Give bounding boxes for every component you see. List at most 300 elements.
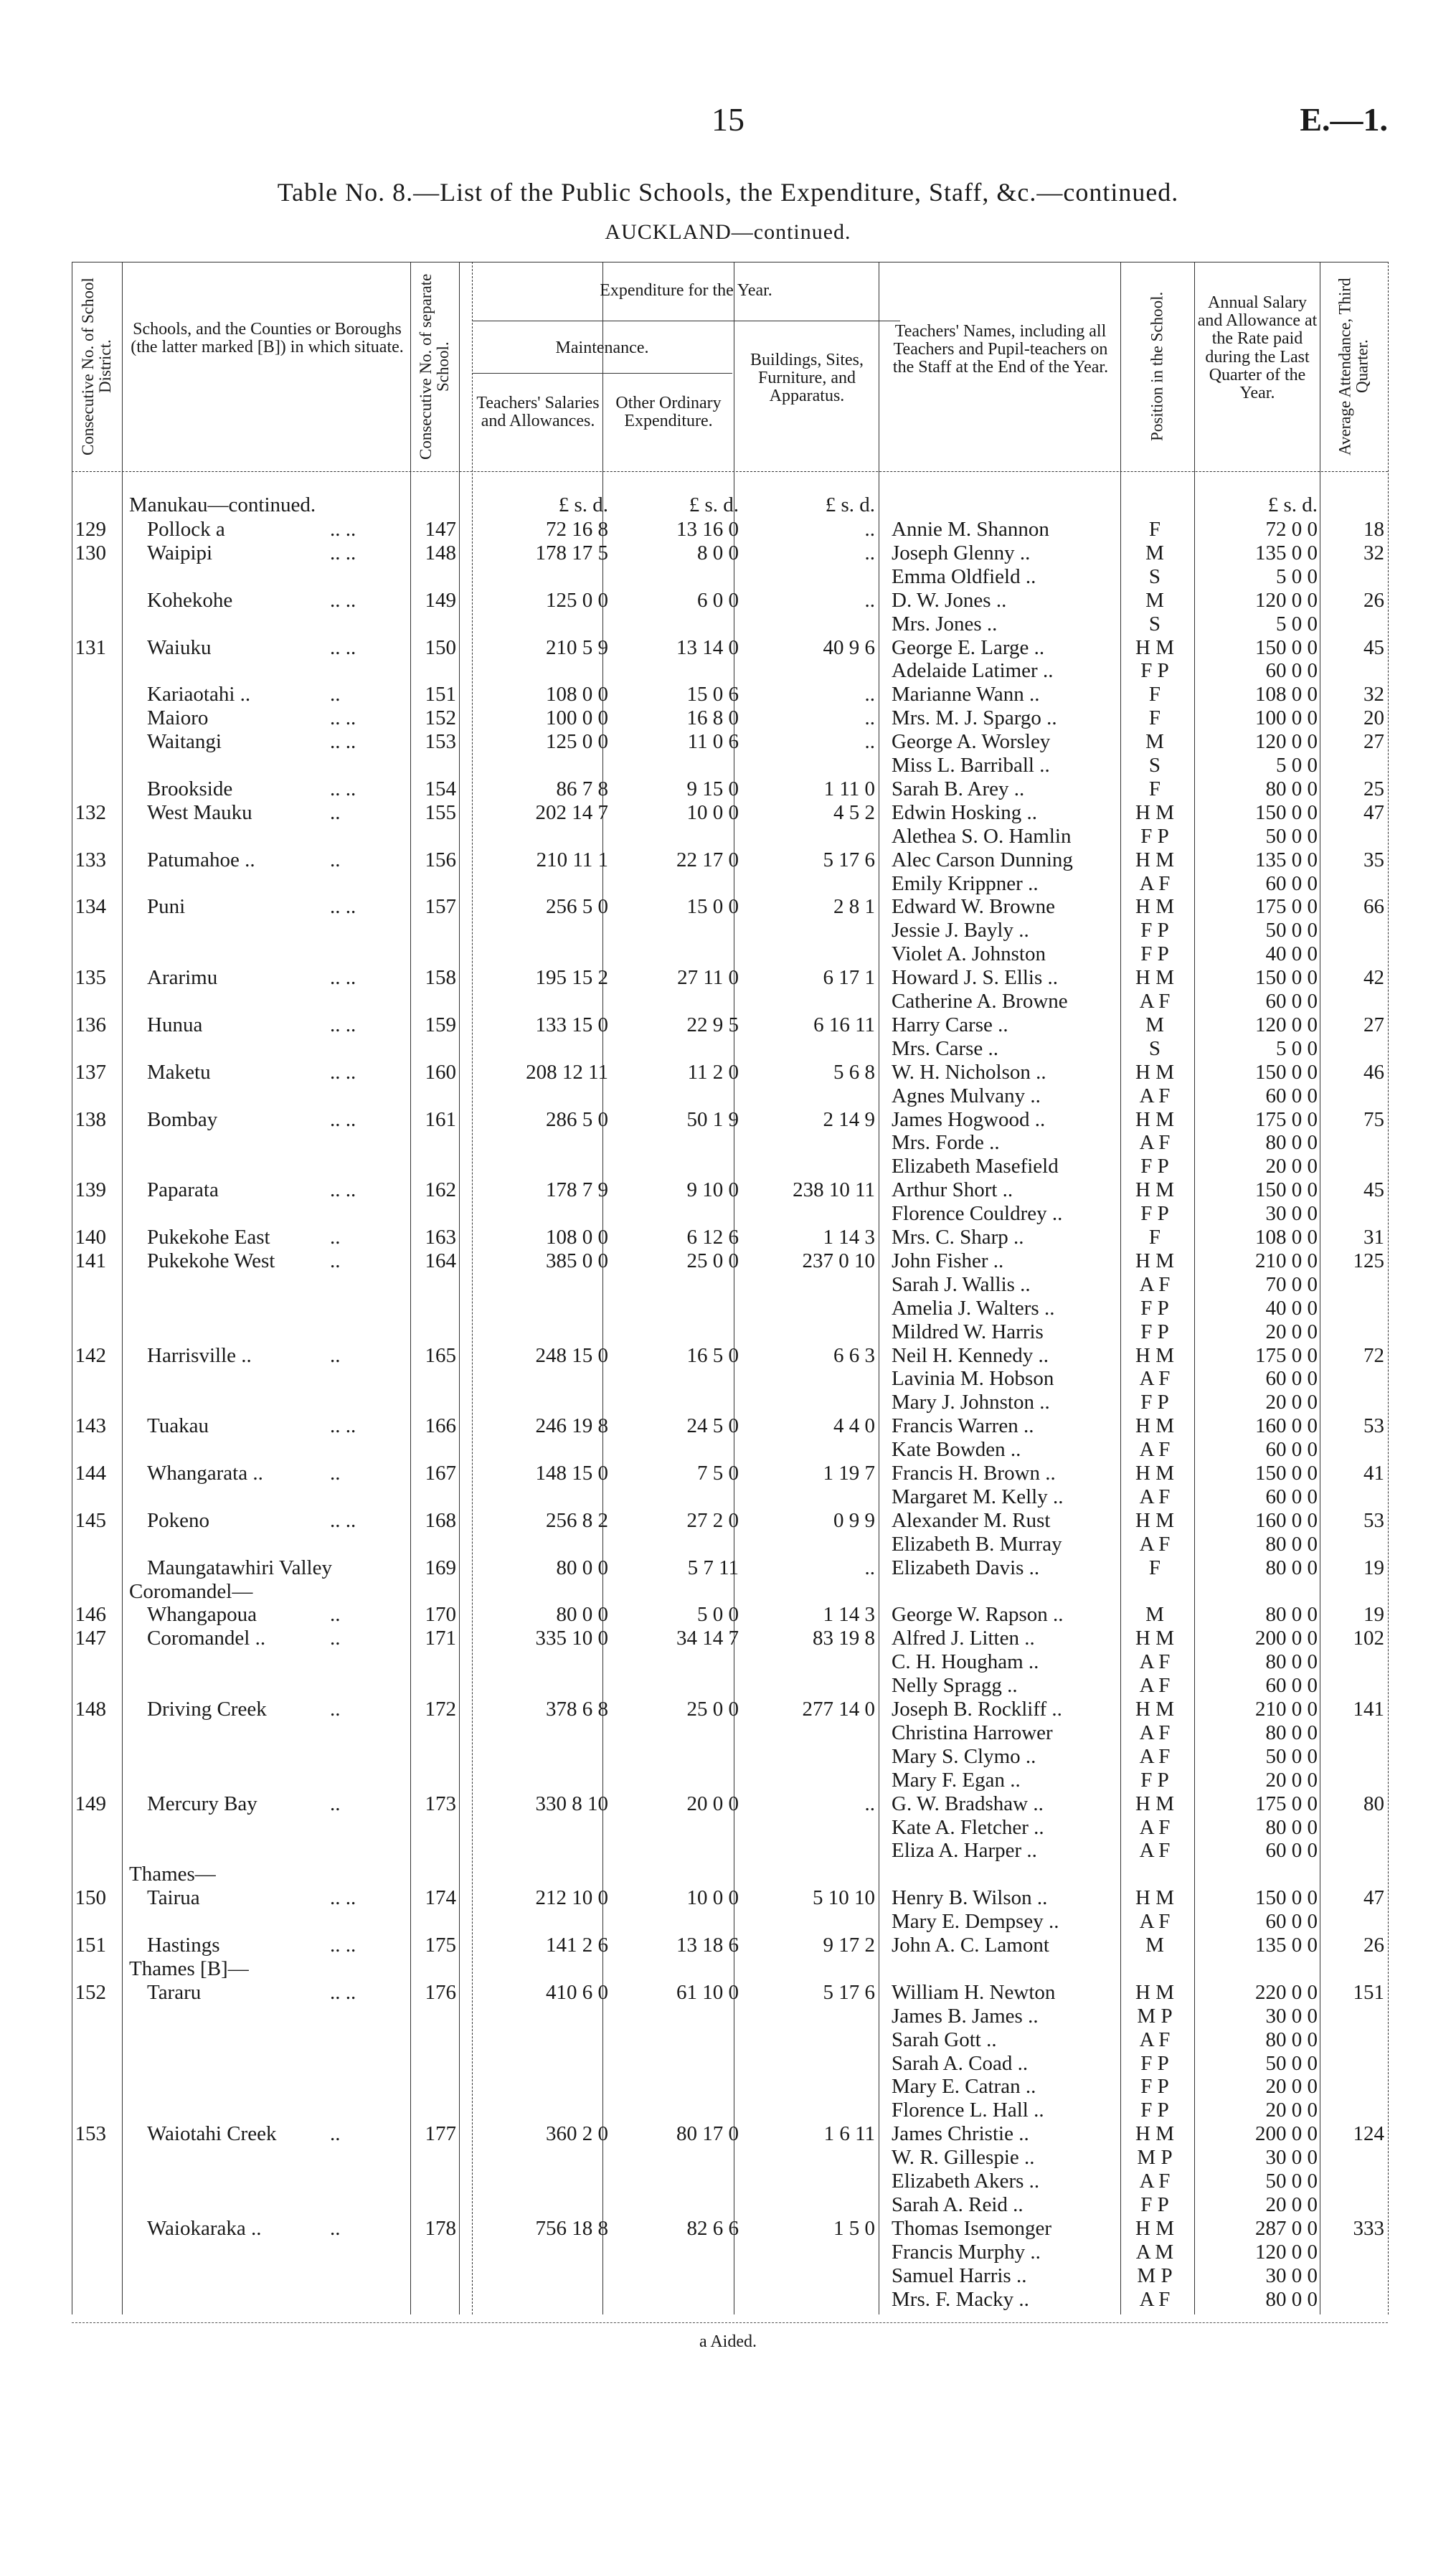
school-name: Paparata <box>147 1178 219 1202</box>
school-name: Waiokaraka .. <box>147 2216 262 2240</box>
position-code: H M <box>1135 635 1174 659</box>
salaries-value: 248 15 0 <box>535 1343 608 1367</box>
leader-dots: .. .. <box>330 706 356 730</box>
other-expenditure-value: 13 14 0 <box>676 635 739 659</box>
attendance-value: 53 <box>1363 1508 1384 1532</box>
annual-salary-value: 5 0 0 <box>1276 754 1318 777</box>
section-heading: Coromandel— <box>129 1579 253 1603</box>
table-row <box>0 542 1456 565</box>
leader-dots: .. .. <box>330 730 356 754</box>
table-row <box>0 754 1456 777</box>
leader-dots: .. .. <box>330 541 356 564</box>
table-row <box>0 1391 1456 1414</box>
annual-salary-value: 20 0 0 <box>1265 2075 1318 2099</box>
attendance-value: 32 <box>1363 683 1384 706</box>
footnote: a Aided. <box>699 2332 757 2351</box>
district-number: 148 <box>75 1698 106 1721</box>
annual-salary-value: 60 0 0 <box>1265 1674 1318 1698</box>
other-expenditure-value: 16 5 0 <box>686 1343 739 1367</box>
position-code: M P <box>1137 2004 1173 2028</box>
leader-dots: .. <box>330 683 341 706</box>
school-name: Waipipi <box>147 541 213 564</box>
table-row <box>0 872 1456 896</box>
annual-salary-value: 80 0 0 <box>1265 1603 1318 1627</box>
table-row <box>0 1297 1456 1320</box>
attendance-value: 20 <box>1363 706 1384 730</box>
other-expenditure-value: 24 5 0 <box>686 1414 739 1438</box>
table-row <box>0 2028 1456 2052</box>
annual-salary-value: 160 0 0 <box>1255 1414 1318 1438</box>
other-expenditure-value: 8 0 0 <box>697 541 739 564</box>
school-number: 162 <box>425 1178 456 1202</box>
leader-dots: .. <box>330 1698 341 1721</box>
district-number: 149 <box>75 1792 106 1815</box>
table-row <box>0 589 1456 613</box>
teacher-name: Mrs. Carse .. <box>892 1036 999 1060</box>
buildings-value: 1 14 3 <box>823 1603 875 1627</box>
table-row <box>0 706 1456 730</box>
teacher-name: James Hogwood .. <box>892 1107 1046 1131</box>
teacher-name: C. H. Hougham .. <box>892 1650 1039 1674</box>
table-row <box>0 2005 1456 2028</box>
position-code: A F <box>1139 1910 1171 1934</box>
salaries-value: 202 14 7 <box>535 800 608 824</box>
attendance-value: 333 <box>1353 2216 1384 2240</box>
school-number: 147 <box>425 518 456 541</box>
teacher-name: Neil H. Kennedy .. <box>892 1343 1049 1367</box>
teacher-name: Mrs. C. Sharp .. <box>892 1226 1024 1249</box>
position-code: H M <box>1135 1178 1174 1202</box>
school-number: 170 <box>425 1603 456 1627</box>
header-position: Position in the School. <box>1148 291 1166 442</box>
school-number: 152 <box>425 706 456 730</box>
position-code: H M <box>1135 1249 1174 1272</box>
salaries-value: 210 11 1 <box>536 848 608 871</box>
salaries-value: 108 0 0 <box>546 1226 608 1249</box>
school-name: West Mauku <box>147 800 252 824</box>
leader-dots: .. <box>330 1603 341 1627</box>
teacher-name: James Christie .. <box>892 2122 1029 2146</box>
table-row <box>0 2099 1456 2122</box>
annual-salary-value: 20 0 0 <box>1265 1391 1318 1414</box>
school-number: 149 <box>425 588 456 612</box>
table-row <box>0 1674 1456 1698</box>
position-code: F P <box>1140 1296 1169 1320</box>
teacher-name: Mrs. Jones .. <box>892 612 998 635</box>
table-row <box>0 2122 1456 2146</box>
annual-salary-value: 80 0 0 <box>1265 2287 1318 2311</box>
table-row <box>0 825 1456 848</box>
school-number: 171 <box>425 1627 456 1650</box>
table-row <box>0 2241 1456 2264</box>
annual-salary-value: 30 0 0 <box>1265 2146 1318 2170</box>
district-number: 147 <box>75 1627 106 1650</box>
table-row <box>0 1273 1456 1297</box>
position-code: A F <box>1139 1438 1171 1462</box>
annual-salary-value: 150 0 0 <box>1255 635 1318 659</box>
leader-dots: .. .. <box>330 777 356 800</box>
teacher-name: Mildred W. Harris <box>892 1320 1044 1343</box>
table-row <box>0 1839 1456 1863</box>
school-name: Pukekohe West <box>147 1249 275 1272</box>
table-row <box>0 1698 1456 1721</box>
other-expenditure-value: 7 5 0 <box>697 1462 739 1485</box>
attendance-value: 141 <box>1353 1698 1384 1721</box>
table-row <box>0 2075 1456 2099</box>
leader-dots: .. <box>330 800 341 824</box>
position-code: F <box>1148 683 1161 706</box>
salaries-value: 80 0 0 <box>556 1556 608 1579</box>
school-number: 153 <box>425 730 456 754</box>
salaries-value: 210 5 9 <box>546 635 608 659</box>
annual-salary-value: 20 0 0 <box>1265 2193 1318 2216</box>
school-name: Driving Creek <box>147 1698 267 1721</box>
school-name: Tuakau <box>147 1414 209 1438</box>
annual-salary-value: 200 0 0 <box>1255 1627 1318 1650</box>
attendance-value: 45 <box>1363 1178 1384 1202</box>
position-code: F P <box>1140 1320 1169 1343</box>
salaries-value: 256 8 2 <box>546 1508 608 1532</box>
teacher-name: Elizabeth Akers .. <box>892 2170 1040 2193</box>
teacher-name: Mary J. Johnston .. <box>892 1391 1050 1414</box>
position-code: F P <box>1140 1391 1169 1414</box>
leader-dots: .. .. <box>330 895 356 919</box>
position-code: S <box>1148 1036 1161 1060</box>
position-code: A F <box>1139 1485 1171 1508</box>
position-code: F <box>1148 518 1161 541</box>
teacher-name: William H. Newton <box>892 1980 1056 2004</box>
attendance-value: 53 <box>1363 1414 1384 1438</box>
other-expenditure-value: 82 6 6 <box>686 2216 739 2240</box>
annual-salary-value: 72 0 0 <box>1265 518 1318 541</box>
teacher-name: Emma Oldfield .. <box>892 564 1036 588</box>
attendance-value: 102 <box>1353 1627 1384 1650</box>
buildings-value: 4 4 0 <box>833 1414 875 1438</box>
teacher-name: Harry Carse .. <box>892 1013 1008 1036</box>
leader-dots: .. <box>330 1462 341 1485</box>
attendance-value: 80 <box>1363 1792 1384 1815</box>
annual-salary-value: 60 0 0 <box>1265 1084 1318 1107</box>
position-code: F P <box>1140 919 1169 942</box>
teacher-name: Sarah Gott .. <box>892 2028 997 2051</box>
school-number: 163 <box>425 1226 456 1249</box>
header-separate-school: Consecutive No. of separate School. <box>416 273 452 460</box>
school-number: 161 <box>425 1107 456 1131</box>
teacher-name: Adelaide Latimer .. <box>892 659 1054 683</box>
table-row <box>0 1249 1456 1273</box>
annual-salary-value: 60 0 0 <box>1265 990 1318 1013</box>
school-name: Tairua <box>147 1886 200 1910</box>
annual-salary-value: 120 0 0 <box>1255 1013 1318 1036</box>
teacher-name: D. W. Jones .. <box>892 588 1007 612</box>
position-code: F <box>1148 706 1161 730</box>
buildings-value: 237 0 10 <box>802 1249 875 1272</box>
position-code: A F <box>1139 1721 1171 1744</box>
position-code: H M <box>1135 966 1174 990</box>
district-number: 144 <box>75 1462 106 1485</box>
annual-salary-value: 80 0 0 <box>1265 1650 1318 1674</box>
leader-dots: .. .. <box>330 1178 356 1202</box>
table-row <box>0 1178 1456 1202</box>
teacher-name: Howard J. S. Ellis .. <box>892 966 1058 990</box>
attendance-value: 66 <box>1363 895 1384 919</box>
attendance-value: 18 <box>1363 518 1384 541</box>
other-expenditure-value: 13 18 6 <box>676 1934 739 1957</box>
annual-salary-value: 80 0 0 <box>1265 1131 1318 1155</box>
table-row <box>0 2217 1456 2241</box>
teacher-name: Margaret M. Kelly .. <box>892 1485 1064 1508</box>
buildings-value: 238 10 11 <box>793 1178 875 1202</box>
salaries-value: 208 12 11 <box>526 1060 608 1084</box>
position-code: A F <box>1139 1839 1171 1863</box>
units-label: £ s. d. <box>558 493 608 516</box>
annual-salary-value: 60 0 0 <box>1265 1485 1318 1508</box>
teacher-name: Thomas Isemonger <box>892 2216 1052 2240</box>
teacher-name: Francis Warren .. <box>892 1414 1034 1438</box>
school-name: Kariaotahi .. <box>147 683 251 706</box>
other-expenditure-value: 5 0 0 <box>697 1603 739 1627</box>
position-code: H M <box>1135 800 1174 824</box>
attendance-value: 26 <box>1363 588 1384 612</box>
other-expenditure-value: 61 10 0 <box>676 1980 739 2004</box>
annual-salary-value: 50 0 0 <box>1265 2051 1318 2075</box>
position-code: S <box>1148 754 1161 777</box>
buildings-value: 277 14 0 <box>802 1698 875 1721</box>
other-expenditure-value: 11 2 0 <box>687 1060 739 1084</box>
position-code: A F <box>1139 2028 1171 2051</box>
school-name: Mercury Bay <box>147 1792 257 1815</box>
attendance-value: 72 <box>1363 1343 1384 1367</box>
teacher-name: Joseph B. Rockliff .. <box>892 1698 1062 1721</box>
annual-salary-value: 5 0 0 <box>1276 1036 1318 1060</box>
school-number: 156 <box>425 848 456 871</box>
teacher-name: Mary E. Catran .. <box>892 2075 1036 2099</box>
position-code: H M <box>1135 848 1174 871</box>
school-name: Waitangi <box>147 730 222 754</box>
attendance-value: 26 <box>1363 1934 1384 1957</box>
leader-dots: .. <box>330 848 341 871</box>
school-name: Pollock a <box>147 518 225 541</box>
other-expenditure-value: 80 17 0 <box>676 2122 739 2146</box>
teacher-name: Alethea S. O. Hamlin <box>892 824 1072 848</box>
leader-dots: .. <box>330 1792 341 1815</box>
other-expenditure-value: 22 17 0 <box>676 848 739 871</box>
annual-salary-value: 5 0 0 <box>1276 564 1318 588</box>
table-row <box>0 1438 1456 1462</box>
table-row <box>0 1580 1456 1604</box>
school-number: 151 <box>425 683 456 706</box>
table-row <box>0 1957 1456 1981</box>
school-number: 164 <box>425 1249 456 1272</box>
teacher-name: James B. James .. <box>892 2004 1039 2028</box>
position-code: A F <box>1139 1131 1171 1155</box>
table-row <box>0 1650 1456 1674</box>
table-row <box>0 1226 1456 1249</box>
other-expenditure-value: 6 0 0 <box>697 588 739 612</box>
leader-dots: .. .. <box>330 588 356 612</box>
table-row <box>0 636 1456 660</box>
salaries-value: 133 15 0 <box>535 1013 608 1036</box>
leader-dots: .. <box>330 2216 341 2240</box>
other-expenditure-value: 10 0 0 <box>686 800 739 824</box>
annual-salary-value: 120 0 0 <box>1255 2240 1318 2264</box>
header-salaries: Teachers' Salaries and Allowances. <box>476 394 600 431</box>
position-code: M P <box>1137 2264 1173 2287</box>
position-code: H M <box>1135 1886 1174 1910</box>
other-expenditure-value: 27 11 0 <box>677 966 739 990</box>
annual-salary-value: 60 0 0 <box>1265 871 1318 895</box>
position-code: H M <box>1135 1343 1174 1367</box>
table-row <box>0 1934 1456 1957</box>
attendance-value: 27 <box>1363 730 1384 754</box>
district-number: 152 <box>75 1980 106 2004</box>
other-expenditure-value: 11 0 6 <box>687 730 739 754</box>
school-name: Maungatawhiri Valley <box>147 1556 332 1579</box>
section-heading: Thames— <box>129 1863 216 1886</box>
position-code: M <box>1145 541 1164 564</box>
school-name: Hunua <box>147 1013 203 1036</box>
position-code: H M <box>1135 1698 1174 1721</box>
teacher-name: Eliza A. Harper .. <box>892 1839 1037 1863</box>
table-row <box>0 1745 1456 1769</box>
table-row <box>0 801 1456 825</box>
position-code: H M <box>1135 1107 1174 1131</box>
attendance-value: 25 <box>1363 777 1384 800</box>
annual-salary-value: 50 0 0 <box>1265 2170 1318 2193</box>
teacher-name: Mary F. Egan .. <box>892 1768 1021 1792</box>
table-row <box>0 1061 1456 1084</box>
table-row <box>0 1556 1456 1580</box>
school-number: 157 <box>425 895 456 919</box>
teacher-name: Arthur Short .. <box>892 1178 1013 1202</box>
section-heading-row <box>0 493 1456 517</box>
school-name: Maketu <box>147 1060 211 1084</box>
table-title: Table No. 8.—List of the Public Schools, the Expenditure, Staff, &c.—continued. <box>277 178 1179 207</box>
table-row <box>0 1414 1456 1438</box>
table-row <box>0 2052 1456 2076</box>
school-name: Waiuku <box>147 635 212 659</box>
annual-salary-value: 20 0 0 <box>1265 1768 1318 1792</box>
teacher-name: George A. Worsley <box>892 730 1051 754</box>
district-number: 143 <box>75 1414 106 1438</box>
table-row <box>0 613 1456 636</box>
annual-salary-value: 108 0 0 <box>1255 683 1318 706</box>
table-row <box>0 1792 1456 1816</box>
district-number: 141 <box>75 1249 106 1272</box>
teacher-name: Kate A. Fletcher .. <box>892 1815 1044 1839</box>
district-number: 137 <box>75 1060 106 1084</box>
salaries-value: 100 0 0 <box>546 706 608 730</box>
other-expenditure-value: 9 15 0 <box>686 777 739 800</box>
footnote-rule <box>72 2322 1388 2323</box>
teacher-name: Amelia J. Walters .. <box>892 1296 1055 1320</box>
school-name: Puni <box>147 895 186 919</box>
teacher-name: Elizabeth Davis .. <box>892 1556 1040 1579</box>
position-code: F P <box>1140 2051 1169 2075</box>
attendance-value: 46 <box>1363 1060 1384 1084</box>
position-code: F P <box>1140 2193 1169 2216</box>
school-number: 148 <box>425 541 456 564</box>
salaries-value: 125 0 0 <box>546 588 608 612</box>
school-number: 178 <box>425 2216 456 2240</box>
table-row <box>0 1981 1456 2005</box>
position-code: S <box>1148 564 1161 588</box>
buildings-value: 6 16 11 <box>813 1013 875 1036</box>
annual-salary-value: 70 0 0 <box>1265 1272 1318 1296</box>
salaries-value: 212 10 0 <box>535 1886 608 1910</box>
salaries-value: 256 5 0 <box>546 895 608 919</box>
leader-dots: .. .. <box>330 1508 356 1532</box>
other-expenditure-value: 9 10 0 <box>686 1178 739 1202</box>
attendance-value: 75 <box>1363 1107 1384 1131</box>
salaries-value: 178 7 9 <box>546 1178 608 1202</box>
leader-dots: .. <box>330 2122 341 2146</box>
school-name: Waiotahi Creek <box>147 2122 277 2146</box>
annual-salary-value: 100 0 0 <box>1255 706 1318 730</box>
position-code: A F <box>1139 1815 1171 1839</box>
teacher-name: Samuel Harris .. <box>892 2264 1027 2287</box>
annual-salary-value: 50 0 0 <box>1265 824 1318 848</box>
position-code: F P <box>1140 1768 1169 1792</box>
annual-salary-value: 220 0 0 <box>1255 1980 1318 2004</box>
district-number: 145 <box>75 1508 106 1532</box>
buildings-value: .. <box>864 588 875 612</box>
teacher-name: Francis H. Brown .. <box>892 1462 1056 1485</box>
header-schools: Schools, and the Counties or Boroughs (the latter marked [B]) in which situate. <box>131 320 404 357</box>
district-number: 153 <box>75 2122 106 2146</box>
leader-dots: .. .. <box>330 1886 356 1910</box>
table-row <box>0 990 1456 1013</box>
buildings-value: 6 17 1 <box>823 966 875 990</box>
annual-salary-value: 80 0 0 <box>1265 1721 1318 1744</box>
position-code: S <box>1148 612 1161 635</box>
teacher-name: George W. Rapson .. <box>892 1603 1064 1627</box>
district-number: 134 <box>75 895 106 919</box>
leader-dots: .. .. <box>330 1980 356 2004</box>
teacher-name: Mrs. Forde .. <box>892 1131 1000 1155</box>
leader-dots: .. .. <box>330 635 356 659</box>
teacher-name: G. W. Bradshaw .. <box>892 1792 1044 1815</box>
leader-dots: .. <box>330 1249 341 1272</box>
annual-salary-value: 80 0 0 <box>1265 1556 1318 1579</box>
buildings-value: 83 19 8 <box>813 1627 875 1650</box>
school-name: Coromandel .. <box>147 1627 266 1650</box>
salaries-value: 125 0 0 <box>546 730 608 754</box>
attendance-value: 151 <box>1353 1980 1384 2004</box>
other-expenditure-value: 15 0 6 <box>686 683 739 706</box>
other-expenditure-value: 15 0 0 <box>686 895 739 919</box>
school-name: Pokeno <box>147 1508 209 1532</box>
salaries-value: 330 8 10 <box>535 1792 608 1815</box>
district-number: 136 <box>75 1013 106 1036</box>
position-code: H M <box>1135 1792 1174 1815</box>
school-name: Harrisville .. <box>147 1343 252 1367</box>
salaries-value: 360 2 0 <box>546 2122 608 2146</box>
teacher-name: Florence Couldrey .. <box>892 1202 1063 1226</box>
teacher-name: Henry B. Wilson .. <box>892 1886 1048 1910</box>
table-row <box>0 895 1456 919</box>
position-code: F P <box>1140 1155 1169 1178</box>
header-bottom-rule <box>72 471 1388 472</box>
attendance-value: 19 <box>1363 1556 1384 1579</box>
school-name: Brookside <box>147 777 233 800</box>
buildings-value: .. <box>864 541 875 564</box>
table-row <box>0 1320 1456 1344</box>
units-label: £ s. d. <box>1267 493 1318 516</box>
buildings-value: 0 9 9 <box>833 1508 875 1532</box>
annual-salary-value: 287 0 0 <box>1255 2216 1318 2240</box>
table-row <box>0 2193 1456 2217</box>
